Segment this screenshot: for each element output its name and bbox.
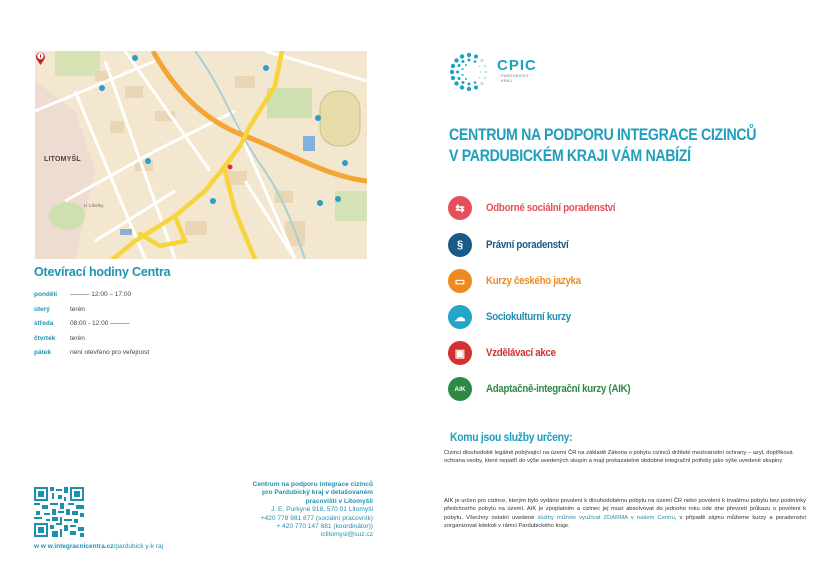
aik-text-a: AIK je určen pro cizince, kterým bylo vydáno povolení k dlouhodobému pobytu na území ČR nebo povolení k trvalému pobytu bez podmínky předchozího pobytu na území. AIK je zpoplatněn a cizinec jej musí absolvovat do jednoho roku ode dne převzetí průkazu o povolení k pobytu. Všechny ostatní uvedené xyxy=(444,498,806,521)
headline-line-2: V PARDUBICKÉM KRAJI VÁM NABÍZÍ xyxy=(449,147,691,165)
website-link[interactable] xyxy=(34,543,163,550)
org-line-1: Centrum na podporu integrace cizinců xyxy=(252,481,373,488)
service-label: Odborné sociální poradenství xyxy=(486,202,616,214)
hours-row-tuesday xyxy=(34,306,85,313)
service-label: Kurzy českého jazyka xyxy=(486,275,581,287)
service-label: Sociokulturní kurzy xyxy=(486,311,571,323)
free-services-highlight: služby můžete využívat ZDARMA v našem Centru xyxy=(537,514,675,521)
map-graphic xyxy=(35,51,367,259)
service-item-sociocultural-courses xyxy=(448,305,582,329)
website-path[interactable]: /pardubick y-k raj xyxy=(113,543,164,550)
hours-day: středa xyxy=(34,320,54,327)
hours-row-friday xyxy=(34,349,149,356)
org-line-2: pro Pardubický kraj v detašovaném xyxy=(261,489,373,497)
hours-day: čtvrtek xyxy=(34,335,56,342)
aik-info-paragraph xyxy=(444,497,806,530)
logo-subtitle xyxy=(501,74,529,83)
czech-map-icon: ☁ xyxy=(448,305,472,329)
service-item-legal-counseling xyxy=(448,233,580,257)
service-item-education-events xyxy=(448,341,565,365)
speech-bubble-icon: ▭ xyxy=(448,269,472,293)
logo-sub-line-1: PARDUBICKÝ xyxy=(501,73,529,78)
presentation-icon: ▣ xyxy=(448,341,472,365)
contact-block xyxy=(252,481,373,540)
target-group-title: Komu jsou služby určeny: xyxy=(450,432,573,444)
service-label: Právní poradenství xyxy=(486,239,569,251)
phone-social-worker[interactable]: +420 778 981 877 (sociální pracovník) xyxy=(260,514,373,522)
paragraph-icon: § xyxy=(448,233,472,257)
headline-line-1: CENTRUM NA PODPORU INTEGRACE CIZINCŮ xyxy=(449,126,757,144)
qr-code-icon[interactable] xyxy=(34,487,84,537)
aik-text-b: , v případě zájmu můžeme kurzy a poradenství zorganizovat kdekoli v rámci Pardubického kraje. xyxy=(444,514,806,529)
logo-sub-line-2: KRAJ xyxy=(501,77,513,83)
opening-hours-title: Otevírací hodiny Centra xyxy=(34,265,171,279)
service-label: Adaptačně-integrační kurzy (AIK) xyxy=(486,383,631,395)
location-map xyxy=(35,51,367,259)
service-item-czech-courses xyxy=(448,269,594,293)
address: J. E. Purkyně 918, 570 01 Litomyšl xyxy=(271,506,373,514)
location-pin-icon xyxy=(35,51,46,66)
service-label: Vzdělávací akce xyxy=(486,347,556,359)
phone-coordinator[interactable]: + 420 770 147 681 (koordinátor)) xyxy=(276,523,373,531)
cpic-logo-icon xyxy=(449,52,489,92)
hours-row-monday xyxy=(34,291,131,298)
hours-value: terén xyxy=(70,306,85,313)
hours-value: 08:00 - 12:00 ——— xyxy=(70,320,130,327)
service-item-social-counseling xyxy=(448,196,633,220)
logo-name: CPIC xyxy=(497,57,537,74)
handshake-icon: ⇆ xyxy=(448,196,472,220)
service-item-aik-courses xyxy=(448,377,650,401)
map-city-label: LITOMYŠL xyxy=(44,156,81,163)
hours-row-thursday xyxy=(34,335,85,342)
hours-row-wednesday xyxy=(34,320,130,327)
map-street-label: U Cihelny xyxy=(84,203,104,208)
org-line-3: pracovišti v Litomyšli xyxy=(305,497,373,505)
hours-day: úterý xyxy=(34,306,50,313)
hours-value: terén xyxy=(70,335,85,342)
hours-value: ——— 12:00 – 17:00 xyxy=(70,291,132,298)
website-domain[interactable]: w w w.integracnicentra.cz xyxy=(34,543,114,550)
hours-value: není otevřeno pro veřejnost xyxy=(70,349,150,356)
target-group-paragraph: Cizinci dlouhodobě legálně pobývající na území ČR na základě Zákona o pobytu cizinců držitelé mezinárodní ochrany – azyl, doplňková ochrana osoby, které nepatří do výše uvedených skupin a mají prokazatelné obdobné integrační potřeby jako výše uvedené skupiny xyxy=(444,450,793,465)
email-link[interactable]: iclitomysl@suz.cz xyxy=(320,531,373,539)
aik-icon: AIK xyxy=(448,377,472,401)
hours-day: pondělí xyxy=(34,291,58,298)
hours-day: pátek xyxy=(34,349,51,356)
page-headline xyxy=(449,125,776,167)
